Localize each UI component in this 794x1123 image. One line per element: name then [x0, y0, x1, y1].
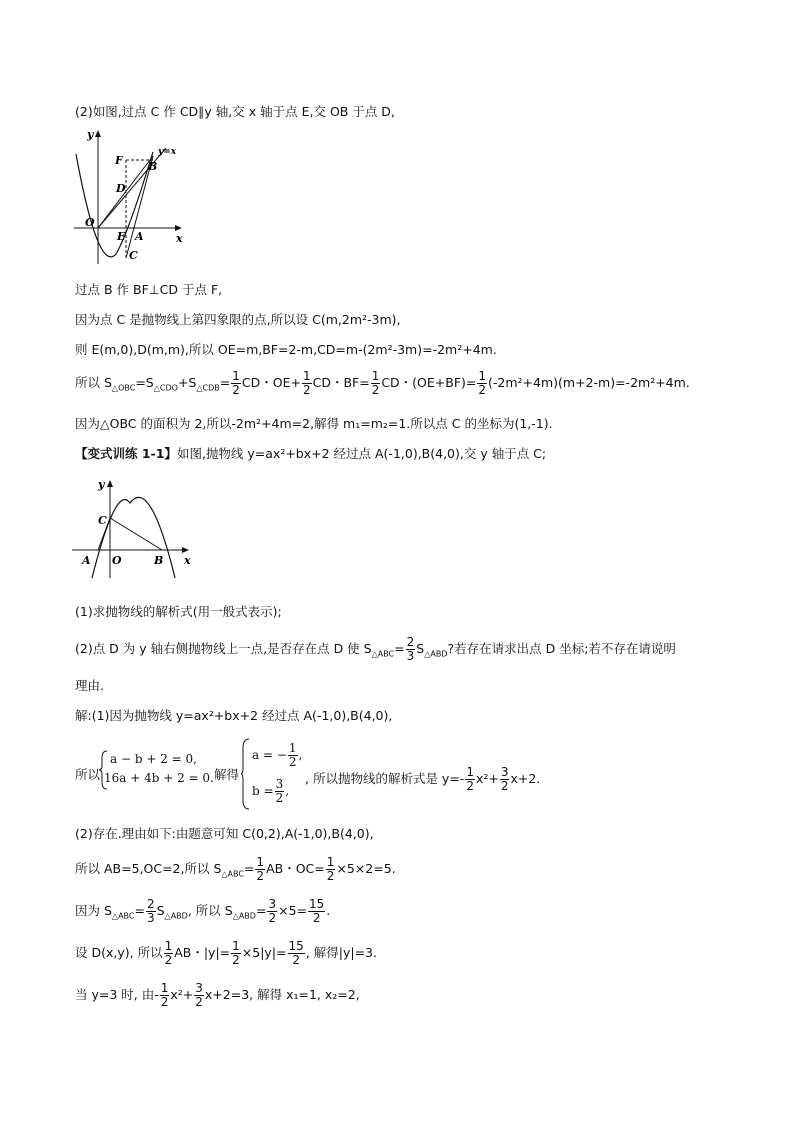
- fraction-half-result: $\frac{1}{2}$: [466, 765, 474, 793]
- text-line-13: (2)存在.理由如下:由题意可知 C(0,2),A(-1,0),B(4,0),: [75, 826, 374, 841]
- fraction-half-1: $\frac{1}{2}$: [232, 369, 240, 397]
- fig1-label-y: y: [87, 128, 94, 141]
- fraction-three-halves-p17: $\frac{3}{2}$: [195, 981, 203, 1009]
- solution-a: a = − $\frac{1}{2}$ ,: [252, 741, 303, 769]
- fraction-half-p17: $\frac{1}{2}$: [160, 981, 169, 1009]
- fig2-label-y: y: [98, 478, 105, 491]
- fig1-label-b: B: [148, 160, 158, 173]
- fraction-two-thirds: $\frac{2}{3}$: [406, 635, 415, 663]
- equation-1: a − b + 2 = 0,: [110, 752, 197, 766]
- fig1-label-x: x: [176, 232, 183, 245]
- system-brace-right: [240, 738, 250, 810]
- text-line-16: 设 D(x,y), 所以 $\frac{1}{2}$ AB・|y|= $\frac{1}{2}$ ×5|y|= $\frac{15}{2}$ , 解得|y|=3.: [75, 939, 377, 967]
- text-line-8: (1)求抛物线的解析式(用一般式表示);: [75, 604, 282, 619]
- figure-1-parabola-graph: [68, 124, 198, 269]
- fig2-segment-cb: [110, 518, 162, 550]
- fraction-half-p14b: $\frac{1}{2}$: [326, 855, 335, 883]
- text-line-2: 过点 B 作 BF⊥CD 于点 F,: [75, 282, 223, 297]
- text-line-5: 所以 $S_{\triangle OBC}=S_{\triangle CDO}+S_{\triangle CDB}=$ $\frac{1}{2}$ CD・OE+ $\frac{1}{2}$ CD・BF= $\frac{1}{2}$ CD・(OE+BF)= $\frac{1}{2}$ (-2m²+4m)(m+2-m)=-2m²+4m.: [75, 369, 690, 397]
- fraction-three-halves-p15: $\frac{3}{2}$: [268, 897, 277, 925]
- fig2-label-c: C: [98, 514, 107, 527]
- fig1-label-c: C: [129, 249, 138, 262]
- text-line-11: 解:(1)因为抛物线 y=ax²+bx+2 经过点 A(-1,0),B(4,0),: [75, 708, 393, 723]
- fig2-y-arrow: [107, 480, 113, 487]
- fraction-half-a: $\frac{1}{2}$: [288, 741, 297, 769]
- fig1-label-f: F: [115, 154, 123, 167]
- text-line-12-result: , 所以抛物线的解析式是 y=- $\frac{1}{2}$ x²+ $\frac{3}{2}$ x+2.: [305, 765, 541, 793]
- fraction-fifteen-halves-p16: $\frac{15}{2}$: [288, 939, 304, 967]
- text-line-12-prefix: 所以: [75, 767, 101, 782]
- text-line-17: 当 y=3 时, 由- $\frac{1}{2}$ x²+ $\frac{3}{2}$ x+2=3, 解得 x₁=1, x₂=2,: [75, 981, 360, 1009]
- fraction-half-4: $\frac{1}{2}$: [478, 369, 487, 397]
- text-line-14: 所以 AB=5,OC=2,所以 $S_{\triangle ABC}=$ $\frac{1}{2}$ AB・OC= $\frac{1}{2}$ ×5×2=5.: [75, 855, 396, 883]
- fraction-fifteen-halves-p15: $\frac{15}{2}$: [309, 897, 325, 925]
- fraction-two-thirds-p15: $\frac{2}{3}$: [146, 897, 155, 925]
- fig2-label-x: x: [184, 554, 191, 567]
- fig1-label-e: E: [117, 230, 126, 243]
- text-line-4: 则 E(m,0),D(m,m),所以 OE=m,BF=2-m,CD=m-(2m²-3m)=-2m²+4m.: [75, 342, 497, 357]
- fig2-label-b: B: [154, 554, 164, 567]
- text-line-9: (2)点 D 为 y 轴右侧抛物线上一点,是否存在点 D 使 $S_{\triangle ABC}=$ $\frac{2}{3}$ $S_{\triangle ABD}$?若存在请求出点 D 坐标;若不存在请说明: [75, 635, 676, 663]
- fraction-half-p16a: $\frac{1}{2}$: [164, 939, 173, 967]
- solution-b: b = $\frac{3}{2}$ ,: [252, 777, 290, 805]
- fig2-label-o: O: [112, 554, 122, 567]
- fig1-label-d: D: [116, 182, 126, 195]
- text-line-1: (2)如图,过点 C 作 CD∥y 轴,交 x 轴于点 E,交 OB 于点 D,: [75, 104, 395, 119]
- section-title-bold: 【变式训练 1-1】: [75, 446, 177, 461]
- fraction-three-halves-result: $\frac{3}{2}$: [500, 765, 509, 793]
- text-line-15: 因为 $S_{\triangle ABC}=$ $\frac{2}{3}$ $S_{\triangle ABD}$, 所以 $S_{\triangle ABD}=$ $\frac{3}{2}$ ×5= $\frac{15}{2}$ .: [75, 897, 331, 925]
- fraction-half-p16b: $\frac{1}{2}$: [232, 939, 240, 967]
- fig1-label-a: A: [135, 230, 144, 243]
- fig1-label-line: y=x: [158, 147, 177, 157]
- fraction-half-3: $\frac{1}{2}$: [371, 369, 380, 397]
- text-line-7: 【变式训练 1-1】如图,抛物线 y=ax²+bx+2 经过点 A(-1,0),B(4,0),交 y 轴于点 C;: [75, 446, 547, 461]
- fraction-half-p14a: $\frac{1}{2}$: [256, 855, 265, 883]
- figure-2-parabola-graph: [70, 478, 200, 583]
- fig2-label-a: A: [82, 554, 91, 567]
- text-line-10: 理由.: [75, 678, 104, 693]
- fig2-x-arrow: [182, 547, 189, 553]
- fraction-half-2: $\frac{1}{2}$: [302, 369, 311, 397]
- solve-word: 解得: [214, 767, 240, 782]
- text-line-6: 因为△OBC 的面积为 2,所以-2m²+4m=2,解得 m₁=m₂=1.所以点 C 的坐标为(1,-1).: [75, 416, 553, 431]
- fig1-label-o: O: [85, 216, 95, 229]
- fraction-three-halves-b: $\frac{3}{2}$: [275, 777, 284, 805]
- text-line-3: 因为点 C 是抛物线上第四象限的点,所以设 C(m,2m²-3m),: [75, 312, 401, 327]
- equation-2: 16a + 4b + 2 = 0.: [104, 771, 214, 785]
- fig1-x-arrow: [175, 225, 182, 231]
- fig1-y-arrow: [95, 130, 101, 137]
